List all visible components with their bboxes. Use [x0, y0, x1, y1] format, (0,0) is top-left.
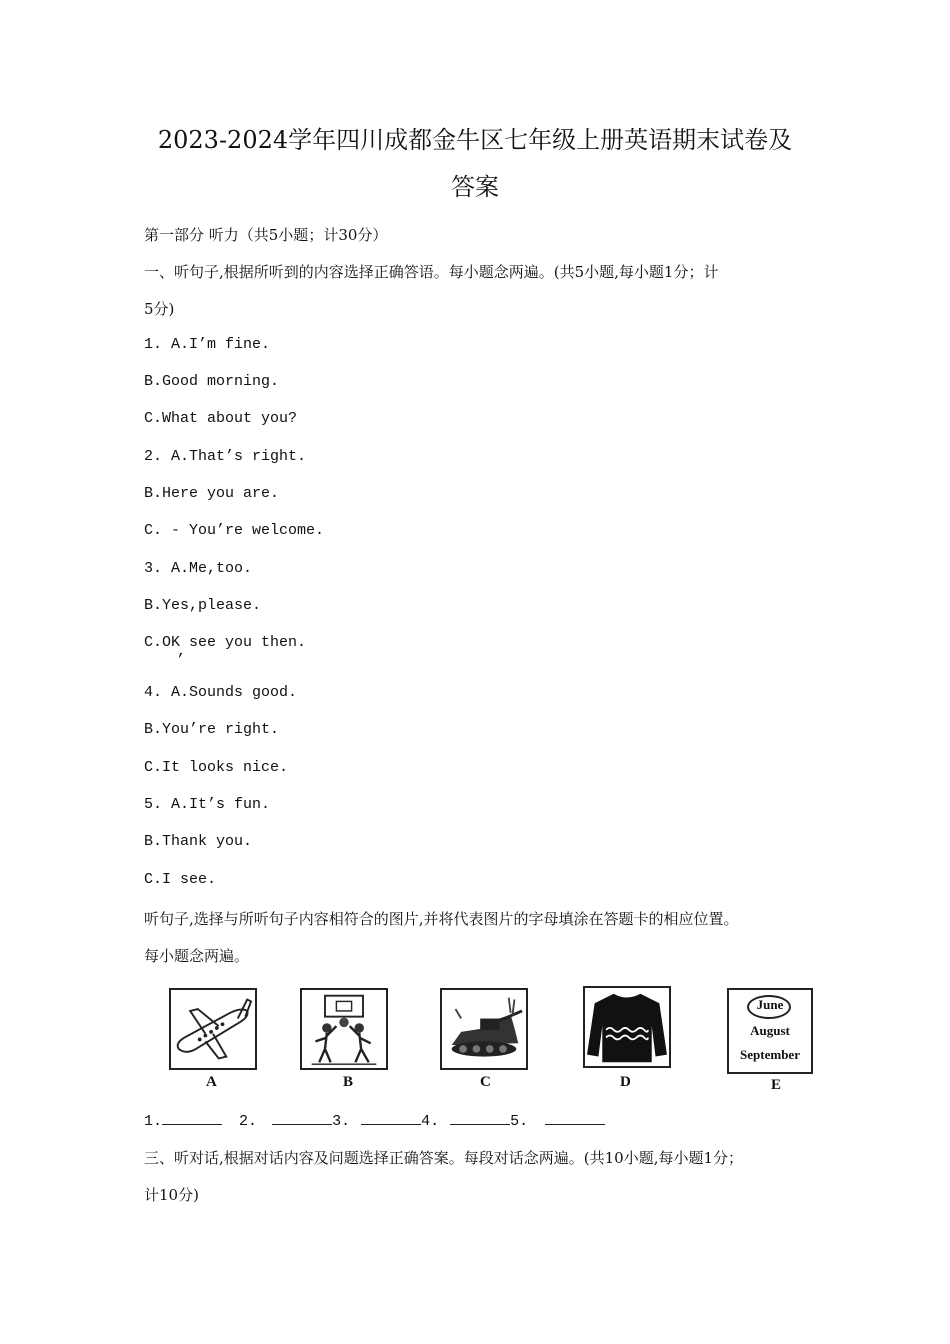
month-september: September: [740, 1047, 800, 1062]
answer-blanks-row: [144, 1110, 605, 1130]
blank-label-3: 3.: [332, 1113, 351, 1130]
picture-a-airplane-icon: [169, 988, 257, 1070]
month-august: August: [750, 1023, 790, 1038]
blank-label-5: 5.: [510, 1113, 529, 1130]
q1-option-a: 1. A.I’m fine.: [144, 336, 271, 353]
q3-comma-mark: ’: [176, 652, 186, 669]
airplane-icon: [171, 990, 255, 1068]
picture-c-tank-icon: [440, 988, 528, 1070]
q3-option-a: 3. A.Me,too.: [144, 560, 253, 577]
answer-blank-4[interactable]: [450, 1110, 510, 1125]
q4-option-c: C.It looks nice.: [144, 759, 289, 776]
section3-instruction-line2: 计10分): [144, 1186, 199, 1204]
section1-instruction-line2: 5分): [144, 300, 175, 318]
q2-option-c: C. - You’re welcome.: [144, 522, 325, 539]
basketball-players-icon: [302, 990, 386, 1068]
q5-option-b: B.Thank you.: [144, 833, 253, 850]
q4-option-b: B.You’re right.: [144, 721, 280, 738]
answer-blank-2[interactable]: [272, 1110, 332, 1125]
sweater-icon: [585, 988, 669, 1066]
blank-label-4: 4.: [421, 1113, 440, 1130]
picture-e-months-card-icon: [727, 988, 813, 1074]
q3-option-b: B.Yes,please.: [144, 597, 262, 614]
document-title: [100, 116, 850, 216]
blank-label-2: 2.: [239, 1113, 258, 1130]
q5-option-c: C.I see.: [144, 871, 217, 888]
picture-b-letter: B: [343, 1074, 354, 1090]
answer-blank-1[interactable]: [162, 1110, 222, 1125]
picture-a-letter: A: [206, 1074, 217, 1090]
q3-option-c: C.OK see you then.: [144, 634, 307, 651]
q5-option-a: 5. A.It’s fun.: [144, 796, 271, 813]
q4-option-a: 4. A.Sounds good.: [144, 684, 298, 701]
picture-c-letter: C: [480, 1074, 491, 1090]
month-june: June: [756, 997, 784, 1012]
q1-option-c: C.What about you?: [144, 410, 298, 427]
blank-label-1: 1.: [144, 1113, 163, 1130]
q2-option-a: 2. A.That’s right.: [144, 448, 307, 465]
picture-d-sweater-icon: [583, 986, 671, 1068]
q1-option-b: B.Good morning.: [144, 373, 280, 390]
title-line-1: 2023-2024学年四川成都金牛区七年级上册英语期末试卷及: [157, 126, 793, 154]
picture-e-letter: E: [771, 1077, 782, 1093]
title-line-2: 答案: [451, 173, 499, 201]
answer-blank-5[interactable]: [545, 1110, 605, 1125]
section1-instruction-line1: 一、听句子,根据所听到的内容选择正确答语。每小题念两遍。(共5小题,每小题1分；计: [144, 263, 719, 281]
picture-d-letter: D: [620, 1074, 631, 1090]
tank-icon: [442, 990, 526, 1068]
section2-instruction-line2: 每小题念两遍。: [144, 947, 250, 965]
answer-blank-3[interactable]: [361, 1110, 421, 1125]
section3-instruction-line1: 三、听对话,根据对话内容及问题选择正确答案。每段对话念两遍。(共10小题,每小题1分；: [144, 1149, 744, 1167]
picture-b-basketball-icon: [300, 988, 388, 1070]
part1-heading: 第一部分 听力（共5小题；计30分）: [144, 226, 388, 244]
q2-option-b: B.Here you are.: [144, 485, 280, 502]
section2-instruction-line1: 听句子,选择与所听句子内容相符合的图片,并将代表图片的字母填涂在答题卡的相应位置。: [144, 910, 739, 928]
